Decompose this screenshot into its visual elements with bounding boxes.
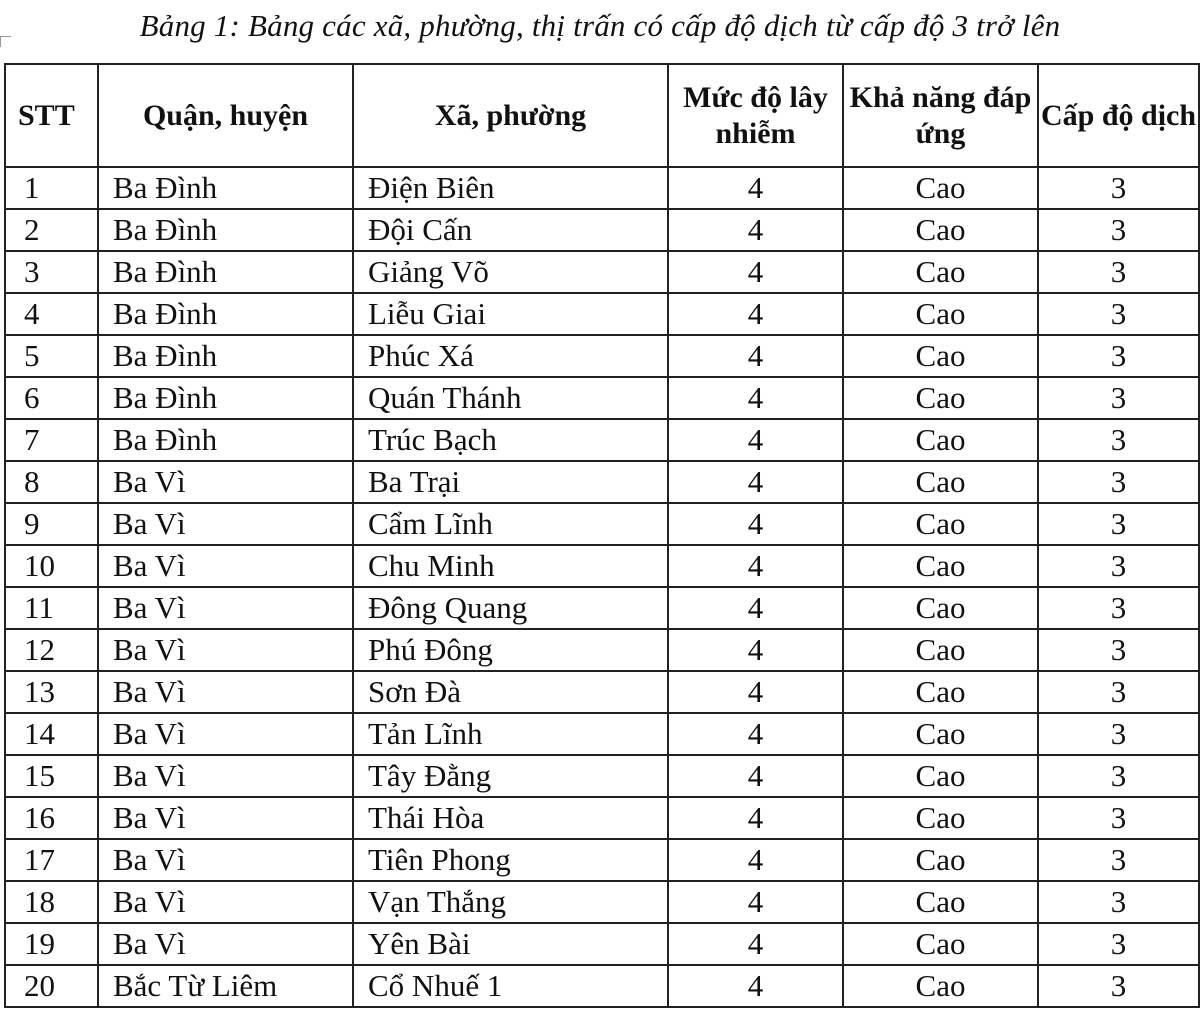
cell-epidemic-level: 3 xyxy=(1038,167,1199,209)
cell-stt: 17 xyxy=(5,839,98,881)
cell-district: Ba Đình xyxy=(98,335,353,377)
cell-ward: Chu Minh xyxy=(353,545,668,587)
cell-district: Ba Vì xyxy=(98,839,353,881)
cell-stt: 1 xyxy=(5,167,98,209)
cell-stt: 12 xyxy=(5,629,98,671)
cell-ward: Quán Thánh xyxy=(353,377,668,419)
cell-district: Ba Vì xyxy=(98,755,353,797)
table-row xyxy=(5,755,1199,797)
cell-epidemic-level: 3 xyxy=(1038,461,1199,503)
cell-ward: Đội Cấn xyxy=(353,209,668,251)
table-row xyxy=(5,587,1199,629)
cell-stt: 19 xyxy=(5,923,98,965)
cell-stt: 2 xyxy=(5,209,98,251)
cell-infection-level: 4 xyxy=(668,335,843,377)
cell-stt: 14 xyxy=(5,713,98,755)
cell-stt: 4 xyxy=(5,293,98,335)
cell-response-capacity: Cao xyxy=(843,587,1038,629)
table-row xyxy=(5,209,1199,251)
cell-response-capacity: Cao xyxy=(843,713,1038,755)
cell-response-capacity: Cao xyxy=(843,965,1038,1007)
cell-ward: Trúc Bạch xyxy=(353,419,668,461)
cell-district: Ba Đình xyxy=(98,419,353,461)
cell-ward: Phú Đông xyxy=(353,629,668,671)
table-row xyxy=(5,545,1199,587)
cell-district: Ba Đình xyxy=(98,209,353,251)
cell-infection-level: 4 xyxy=(668,209,843,251)
table-row xyxy=(5,167,1199,209)
cell-ward: Tản Lĩnh xyxy=(353,713,668,755)
cell-response-capacity: Cao xyxy=(843,461,1038,503)
cell-response-capacity: Cao xyxy=(843,671,1038,713)
cell-ward: Đông Quang xyxy=(353,587,668,629)
cell-stt: 9 xyxy=(5,503,98,545)
table-body xyxy=(5,167,1199,1007)
cell-stt: 6 xyxy=(5,377,98,419)
cell-stt: 3 xyxy=(5,251,98,293)
cell-ward: Ba Trại xyxy=(353,461,668,503)
cell-district: Ba Vì xyxy=(98,713,353,755)
cell-infection-level: 4 xyxy=(668,167,843,209)
cell-infection-level: 4 xyxy=(668,587,843,629)
cell-infection-level: 4 xyxy=(668,881,843,923)
cell-response-capacity: Cao xyxy=(843,755,1038,797)
cell-epidemic-level: 3 xyxy=(1038,797,1199,839)
cell-stt: 16 xyxy=(5,797,98,839)
cell-epidemic-level: 3 xyxy=(1038,713,1199,755)
cell-epidemic-level: 3 xyxy=(1038,965,1199,1007)
cell-infection-level: 4 xyxy=(668,461,843,503)
table-row xyxy=(5,419,1199,461)
cell-response-capacity: Cao xyxy=(843,881,1038,923)
table-row xyxy=(5,923,1199,965)
cell-stt: 11 xyxy=(5,587,98,629)
table-row xyxy=(5,629,1199,671)
cell-ward: Liễu Giai xyxy=(353,293,668,335)
cell-district: Bắc Từ Liêm xyxy=(98,965,353,1007)
cell-response-capacity: Cao xyxy=(843,923,1038,965)
cell-infection-level: 4 xyxy=(668,923,843,965)
cell-epidemic-level: 3 xyxy=(1038,587,1199,629)
cell-response-capacity: Cao xyxy=(843,419,1038,461)
cell-infection-level: 4 xyxy=(668,545,843,587)
cell-epidemic-level: 3 xyxy=(1038,839,1199,881)
header-district: Quận, huyện xyxy=(98,64,353,167)
table-row xyxy=(5,251,1199,293)
header-row xyxy=(5,64,1199,167)
cell-epidemic-level: 3 xyxy=(1038,503,1199,545)
cell-stt: 20 xyxy=(5,965,98,1007)
header-response-capacity: Khả năng đáp ứng xyxy=(843,64,1038,167)
cell-response-capacity: Cao xyxy=(843,209,1038,251)
header-stt: STT xyxy=(5,64,98,167)
text-boundary-mark xyxy=(0,36,11,47)
cell-district: Ba Vì xyxy=(98,545,353,587)
cell-district: Ba Vì xyxy=(98,503,353,545)
cell-epidemic-level: 3 xyxy=(1038,671,1199,713)
table-row xyxy=(5,461,1199,503)
cell-infection-level: 4 xyxy=(668,377,843,419)
cell-infection-level: 4 xyxy=(668,671,843,713)
cell-infection-level: 4 xyxy=(668,251,843,293)
cell-infection-level: 4 xyxy=(668,797,843,839)
table-row xyxy=(5,881,1199,923)
table-row xyxy=(5,839,1199,881)
table-row xyxy=(5,293,1199,335)
cell-response-capacity: Cao xyxy=(843,335,1038,377)
cell-district: Ba Vì xyxy=(98,923,353,965)
table-row xyxy=(5,965,1199,1007)
table-row xyxy=(5,377,1199,419)
cell-infection-level: 4 xyxy=(668,839,843,881)
cell-infection-level: 4 xyxy=(668,293,843,335)
cell-ward: Tây Đằng xyxy=(353,755,668,797)
cell-district: Ba Vì xyxy=(98,461,353,503)
cell-stt: 7 xyxy=(5,419,98,461)
cell-infection-level: 4 xyxy=(668,755,843,797)
cell-district: Ba Đình xyxy=(98,293,353,335)
cell-ward: Tiên Phong xyxy=(353,839,668,881)
table-row xyxy=(5,671,1199,713)
cell-epidemic-level: 3 xyxy=(1038,755,1199,797)
cell-district: Ba Đình xyxy=(98,167,353,209)
cell-response-capacity: Cao xyxy=(843,251,1038,293)
cell-stt: 18 xyxy=(5,881,98,923)
cell-district: Ba Vì xyxy=(98,881,353,923)
header-epidemic-level: Cấp độ dịch xyxy=(1038,64,1199,167)
cell-response-capacity: Cao xyxy=(843,629,1038,671)
cell-response-capacity: Cao xyxy=(843,545,1038,587)
cell-infection-level: 4 xyxy=(668,419,843,461)
cell-ward: Vạn Thắng xyxy=(353,881,668,923)
cell-epidemic-level: 3 xyxy=(1038,293,1199,335)
cell-ward: Thái Hòa xyxy=(353,797,668,839)
table-caption: Bảng 1: Bảng các xã, phường, thị trấn có cấp độ dịch từ cấp độ 3 trở lên xyxy=(139,8,1061,43)
cell-stt: 5 xyxy=(5,335,98,377)
cell-district: Ba Đình xyxy=(98,251,353,293)
cell-ward: Sơn Đà xyxy=(353,671,668,713)
cell-epidemic-level: 3 xyxy=(1038,419,1199,461)
cell-epidemic-level: 3 xyxy=(1038,209,1199,251)
cell-ward: Yên Bài xyxy=(353,923,668,965)
table-row xyxy=(5,713,1199,755)
cell-epidemic-level: 3 xyxy=(1038,545,1199,587)
cell-district: Ba Vì xyxy=(98,797,353,839)
cell-response-capacity: Cao xyxy=(843,167,1038,209)
cell-ward: Cẩm Lĩnh xyxy=(353,503,668,545)
cell-district: Ba Vì xyxy=(98,671,353,713)
cell-district: Ba Đình xyxy=(98,377,353,419)
cell-ward: Giảng Võ xyxy=(353,251,668,293)
cell-stt: 13 xyxy=(5,671,98,713)
cell-district: Ba Vì xyxy=(98,587,353,629)
cell-stt: 10 xyxy=(5,545,98,587)
table-row xyxy=(5,335,1199,377)
cell-infection-level: 4 xyxy=(668,503,843,545)
cell-epidemic-level: 3 xyxy=(1038,923,1199,965)
cell-response-capacity: Cao xyxy=(843,293,1038,335)
cell-epidemic-level: 3 xyxy=(1038,251,1199,293)
cell-ward: Điện Biên xyxy=(353,167,668,209)
header-infection-level: Mức độ lây nhiễm xyxy=(668,64,843,167)
cell-stt: 8 xyxy=(5,461,98,503)
table-header xyxy=(5,64,1199,167)
cell-district: Ba Vì xyxy=(98,629,353,671)
epidemic-level-table xyxy=(4,63,1200,1008)
cell-response-capacity: Cao xyxy=(843,797,1038,839)
cell-stt: 15 xyxy=(5,755,98,797)
cell-epidemic-level: 3 xyxy=(1038,377,1199,419)
cell-response-capacity: Cao xyxy=(843,839,1038,881)
cell-ward: Cổ Nhuế 1 xyxy=(353,965,668,1007)
cell-response-capacity: Cao xyxy=(843,503,1038,545)
cell-epidemic-level: 3 xyxy=(1038,881,1199,923)
cell-infection-level: 4 xyxy=(668,965,843,1007)
cell-ward: Phúc Xá xyxy=(353,335,668,377)
cell-response-capacity: Cao xyxy=(843,377,1038,419)
table-row xyxy=(5,797,1199,839)
cell-infection-level: 4 xyxy=(668,713,843,755)
table-row xyxy=(5,503,1199,545)
cell-infection-level: 4 xyxy=(668,629,843,671)
cell-epidemic-level: 3 xyxy=(1038,629,1199,671)
cell-epidemic-level: 3 xyxy=(1038,335,1199,377)
header-ward: Xã, phường xyxy=(353,64,668,167)
